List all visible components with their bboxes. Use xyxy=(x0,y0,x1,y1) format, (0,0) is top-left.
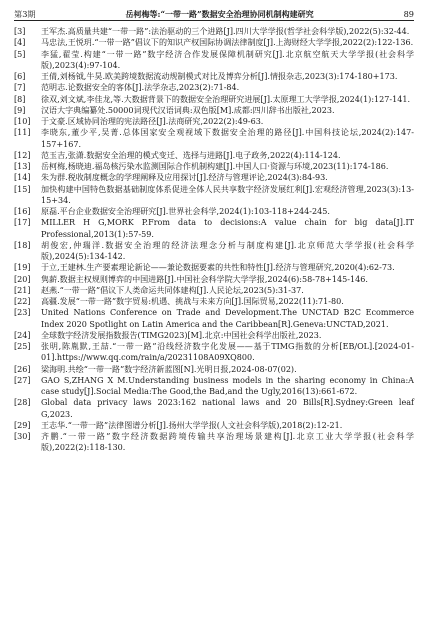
reference-text: Global data privacy laws 2023:162 national laws and 20 Bills[R].Sydney:Green leaf G,2023. xyxy=(41,398,414,419)
reference-number: [4] xyxy=(14,38,26,48)
reference-text: 张明,陈胤默,王喆.“一带一路”沿线经济数字化发展——基于TIMG指数的分析[EB/OL].[2024-01-01].https://www.qq.com/rain/a/20231108A09XQ800. xyxy=(41,342,414,363)
reference-item xyxy=(14,285,414,296)
reference-text: 马忠法,王悦玥.“一带一路”倡议下的知识产权国际协调法律制度[J].上海财经大学学报,2022(2):122-136. xyxy=(41,38,414,48)
reference-number: [24] xyxy=(14,330,31,340)
reference-item xyxy=(14,37,414,48)
reference-number: [13] xyxy=(14,162,31,171)
page-number: 89 xyxy=(403,8,414,19)
reference-number: [8] xyxy=(14,94,26,104)
reference-text: MILLER H G,MORK P.From data to decisions:A value chain for big data[J].IT Professional,2013(1):57-59. xyxy=(41,218,414,239)
reference-item xyxy=(14,307,414,330)
reference-number: [12] xyxy=(14,150,31,160)
reference-text: 李猛,翟莹.构建“一带一路”数字经济合作发展保障机制研究[J].北京航空航天大学学报(社会科学版),2023(4):97-104. xyxy=(41,49,414,70)
reference-number: [6] xyxy=(14,72,26,81)
reference-text: 徐双,刘文斌,李佳龙,等.大数据背景下的数据安全治理研究进展[J].太原理工大学学报,2024(1):127-141. xyxy=(41,94,411,104)
reference-number: [29] xyxy=(14,420,31,430)
reference-item xyxy=(14,26,414,37)
reference-number: [14] xyxy=(14,173,31,183)
reference-item xyxy=(14,127,414,150)
reference-text: 齐鹏.“一带一路”数字经济数据跨境传输共享治理场景建构[J].北京工业大学学报(社会科学版),2022(2):118-130. xyxy=(41,432,414,453)
running-header xyxy=(14,2,414,21)
reference-number: [21] xyxy=(14,285,31,295)
reference-text: 原磊.平台企业数据安全治理研究[J].世界社会科学,2024(1):103-118+244-245. xyxy=(41,207,330,216)
reference-item xyxy=(14,364,414,375)
reference-item xyxy=(14,274,414,285)
reference-number: [3] xyxy=(14,27,26,36)
reference-item xyxy=(14,217,414,240)
reference-item xyxy=(14,206,414,217)
reference-item xyxy=(14,262,414,273)
reference-text: 赵燕.“一带一路”倡议下人类命运共同体建构[J].人民论坛,2023(5):31-37. xyxy=(41,285,304,295)
reference-text: 胡俊宏,仲瑞洋.数据安全治理的经济法理念分析与制度构建[J].北京师范大学学报(社会科学版),2024(5):134-142. xyxy=(41,240,414,261)
reference-text: 全球数字经济发展指数报告(TIMG2023)[M].北京:中国社会科学出版社,2023. xyxy=(41,330,322,340)
reference-text: 范玉吉,张潇.数据安全治理的模式变迁、选择与进路[J].电子政务,2022(4):114-124. xyxy=(41,150,341,160)
reference-text: 高疆.发展“一带一路”数字贸易:机遇、挑战与未来方向[J].国际贸易,2022(11):71-80. xyxy=(41,297,344,306)
reference-item xyxy=(14,172,414,183)
reference-text: 范明志.论数据安全的客体[J].法学杂志,2023(2):71-84. xyxy=(41,83,240,93)
reference-number: [25] xyxy=(14,342,31,351)
reference-number: [22] xyxy=(14,297,31,306)
reference-number: [10] xyxy=(14,117,31,126)
reference-item xyxy=(14,71,414,82)
reference-text: 于文豪.区域协同治理的宪法路径[J].法商研究,2022(2):49-63. xyxy=(41,117,264,126)
reference-list xyxy=(14,26,414,454)
reference-number: [17] xyxy=(14,218,31,228)
reference-number: [7] xyxy=(14,83,26,93)
reference-item xyxy=(14,105,414,116)
reference-number: [16] xyxy=(14,207,31,216)
reference-item xyxy=(14,375,414,398)
reference-number: [30] xyxy=(14,432,31,441)
reference-number: [19] xyxy=(14,263,31,273)
reference-text: 王军杰.高质量共建“一带一路”:法治驱动的三个进路[J].四川大学学报(哲学社会科学版),2022(5):32-44. xyxy=(41,27,410,36)
reference-text: 梁海明.共绘“一带一路”数字经济新蓝图[N].光明日报,2024-08-07(02). xyxy=(41,364,297,374)
journal-page xyxy=(0,2,427,624)
reference-text: 加快构建中国特色数据基础制度体系促进全体人民共享数字经济发展红利[J].宏观经济管理,2023(3):13-15+34. xyxy=(41,184,414,205)
reference-item xyxy=(14,94,414,105)
reference-number: [11] xyxy=(14,128,31,138)
reference-item xyxy=(14,341,414,364)
reference-text: 岳柯梅,杨晓迪.福岛核污染水监测国际合作机制构建[J].中国人口·资源与环境,2023(11):174-186. xyxy=(41,162,389,171)
reference-number: [9] xyxy=(14,105,26,115)
reference-number: [15] xyxy=(14,184,31,194)
reference-item xyxy=(14,330,414,341)
reference-item xyxy=(14,296,414,307)
reference-text: 汉语大字典编纂处.50000词现代汉语词典:双色版[M].成都:四川辞书出版社,2023. xyxy=(41,105,335,115)
reference-number: [5] xyxy=(14,49,26,59)
reference-number: [27] xyxy=(14,375,31,385)
reference-text: 李晓东,董少平,吴菁.总体国家安全观视域下数据安全治理的路径[J].中国科技论坛,2024(2):147-157+167. xyxy=(41,128,414,149)
reference-item xyxy=(14,150,414,161)
reference-number: [23] xyxy=(14,308,31,318)
reference-item xyxy=(14,420,414,431)
reference-item xyxy=(14,161,414,172)
reference-text: 朱为群.税收制度概念的学理阐释及应用探讨[J].经济与管理评论,2024(3):84-93. xyxy=(41,173,328,183)
reference-number: [20] xyxy=(14,274,31,284)
reference-text: 王倩,刘杨钺,牛昊.欧美跨境数据流动规制模式对比及博弈分析[J].情报杂志,2023(3):174-180+173. xyxy=(41,72,398,81)
reference-item xyxy=(14,82,414,93)
issue-number: 第3期 xyxy=(14,8,36,19)
reference-number: [28] xyxy=(14,398,31,408)
reference-number: [18] xyxy=(14,240,31,250)
reference-text: 王志华.“一带一路”法律图谱分析[J].扬州大学学报(人文社会科学版),2018(2):12-21. xyxy=(41,420,343,430)
reference-item xyxy=(14,49,414,72)
reference-item xyxy=(14,397,414,420)
reference-text: 于立,王建林.生产要素理论新论——兼论数据要素的共性和特性[J].经济与管理研究,2020(4):62-73. xyxy=(41,263,395,273)
reference-item xyxy=(14,184,414,207)
reference-text: United Nations Conference on Trade and Development.The UNCTAD B2C Ecommerce Index 2020 Spotlight on Latin America and the Caribbean[R].Geneva:UNCTAD,2021. xyxy=(41,308,414,329)
running-title: 岳柯梅等:“一带一路”数据安全治理协同机制构建研究 xyxy=(125,9,314,19)
reference-item xyxy=(14,240,414,263)
reference-item xyxy=(14,116,414,127)
reference-text: GAO S,ZHANG X M.Understanding business models in the sharing economy in China:A case study[J].Social Media:The Good,the Bad,and the Ugly,2016(13):661-672. xyxy=(41,375,414,396)
reference-text: 隽薪.数据主权规则博弈的中国进路[J].中国社会科学院大学学报,2024(6):58-78+145-146. xyxy=(41,274,368,284)
reference-item xyxy=(14,431,414,454)
reference-number: [26] xyxy=(14,364,31,374)
